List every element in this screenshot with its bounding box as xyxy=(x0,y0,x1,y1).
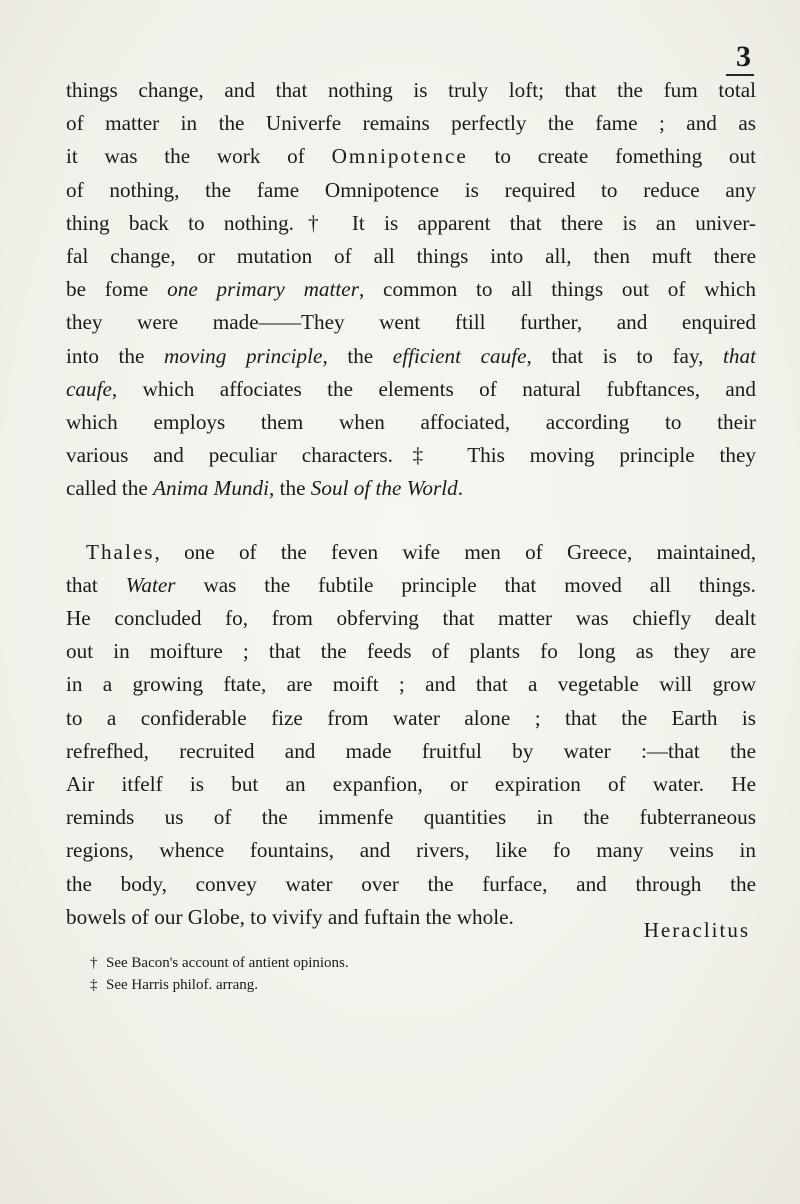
text-line: called the Anima Mundi, the Soul of the World. xyxy=(66,476,464,501)
text-line: the body, convey water over the furface, and through the xyxy=(66,871,756,896)
body-text xyxy=(66,74,756,934)
text-line: of nothing, the fame Omnipotence is required to reduce any xyxy=(66,177,756,202)
page-number: 3 xyxy=(736,40,752,73)
text-line: reminds us of the immenfe quantities in the fubterraneous xyxy=(66,805,756,830)
italic-phrase: one primary matter xyxy=(167,277,359,302)
text-line: into the moving principle, the efficient caufe, that is to fay, that xyxy=(66,343,756,368)
text-line: He concluded fo, from obferving that matter was chiefly dealt xyxy=(66,606,756,631)
text-line: be fome one primary matter, common to all things out of which xyxy=(66,277,756,302)
text-line: which employs them when affociated, according to their xyxy=(66,410,756,435)
text-line: various and peculiar characters.‡ This moving principle they xyxy=(66,443,756,468)
text-line: fal change, or mutation of all things into all, then muft there xyxy=(66,244,756,269)
footnotes xyxy=(90,952,349,996)
small-caps-word: Omnipotence xyxy=(331,144,468,169)
italic-phrase: efficient caufe xyxy=(392,343,527,368)
footnote-mark: ‡ xyxy=(90,977,98,993)
italic-phrase: Water xyxy=(125,572,176,597)
text-line: in a growing ftate, are moift ; and that a vegetable will grow xyxy=(66,672,756,697)
italic-phrase: caufe xyxy=(66,376,112,401)
text-line: that Water was the fubtile principle that moved all things. xyxy=(66,572,756,597)
italic-phrase: Anima Mundi xyxy=(153,476,269,501)
text-line: bowels of our Globe, to vivify and fuftain the whole. xyxy=(66,904,514,929)
small-caps-word: Thales xyxy=(86,539,155,564)
text-line: to a confiderable fize from water alone ; that the Earth is xyxy=(66,705,756,730)
text-line: refrefhed, recruited and made fruitful by water :—that the xyxy=(66,738,756,763)
text-line: it was the work of Omnipotence to create fomething out xyxy=(66,144,757,169)
text-line: Air itfelf is but an expanfion, or expiration of water. He xyxy=(66,772,756,797)
italic-phrase: moving principle xyxy=(164,343,323,368)
text-line: things change, and that nothing is truly loft; that the fum total xyxy=(66,78,756,102)
text-line: Thales, one of the feven wife men of Greece, maintained, xyxy=(86,539,756,564)
text-line: regions, whence fountains, and rivers, like fo many veins in xyxy=(66,838,756,863)
text-line: they were made——They went ftill further, and enquired xyxy=(66,310,756,335)
text-line: caufe, which affociates the elements of natural fubftances, and xyxy=(66,376,756,401)
footnote-mark: † xyxy=(90,955,98,971)
italic-phrase: Soul of the World xyxy=(310,476,458,501)
text-line: of matter in the Univerfe remains perfectly the fame ; and as xyxy=(66,111,756,136)
footnote: ‡ See Harris philof. arrang. xyxy=(90,974,349,996)
text-line: out in moifture ; that the feeds of plants fo long as they are xyxy=(66,639,756,664)
paragraph-gap xyxy=(66,506,756,536)
catchword: Heraclitus xyxy=(643,918,750,942)
italic-phrase: that xyxy=(723,343,756,368)
footnote: † See Bacon's account of antient opinions. xyxy=(90,952,349,974)
text-line: thing back to nothing.† It is apparent that there is an univer- xyxy=(66,210,756,235)
